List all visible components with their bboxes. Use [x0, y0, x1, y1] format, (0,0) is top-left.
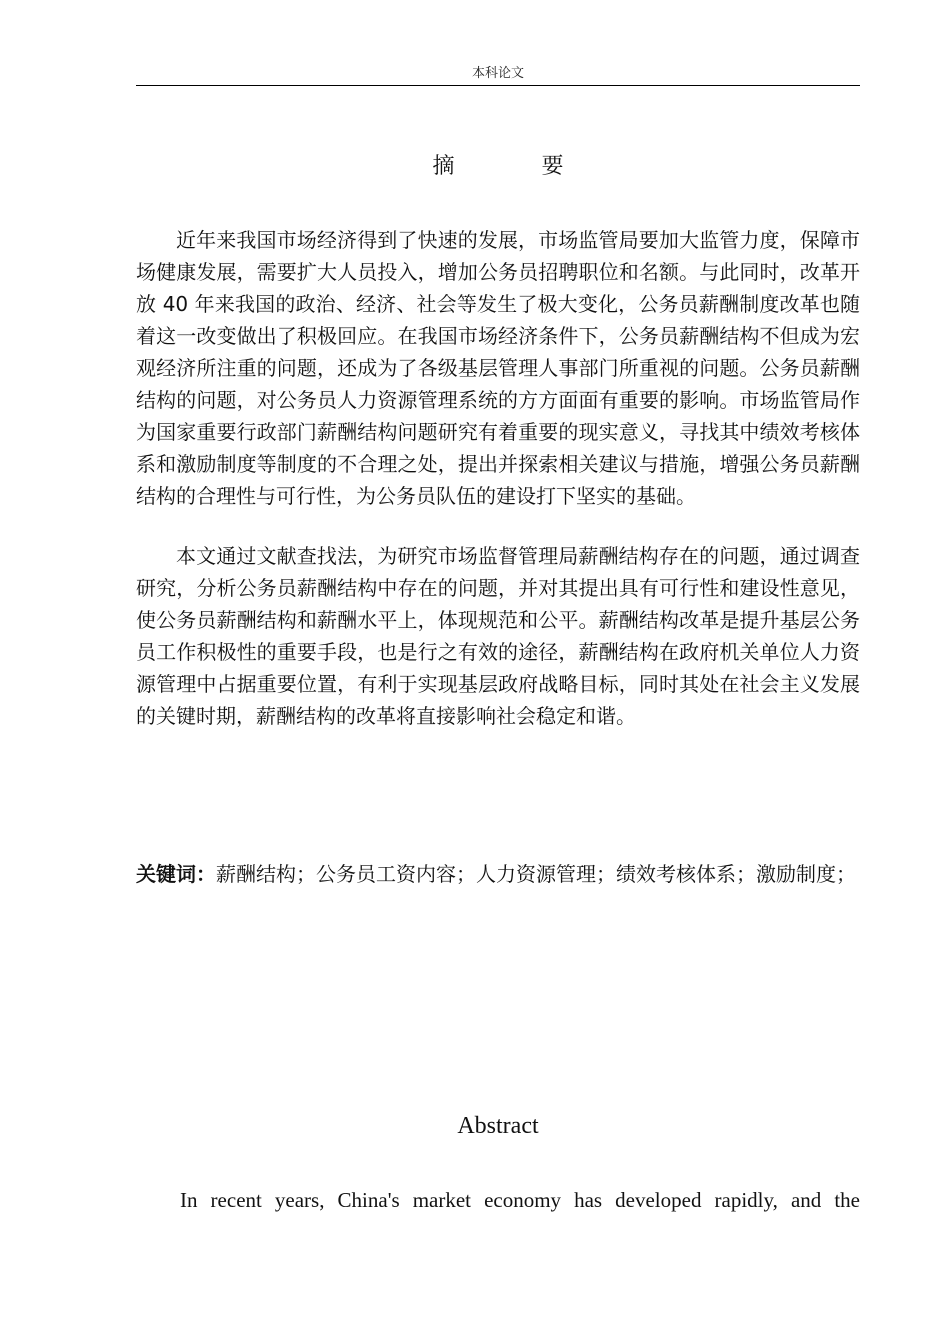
keywords-line — [136, 858, 860, 890]
abstract-en-first-line: In recent years, China's market economy has developed rapidly, and the — [180, 1188, 860, 1212]
running-header: 本科论文 — [471, 66, 524, 81]
keywords-value: 薪酬结构；公务员工资内容；人力资源管理；绩效考核体系；激励制度； — [216, 862, 856, 886]
keywords-label: 关键词： — [136, 862, 216, 886]
abstract-paragraph-2 — [136, 540, 860, 732]
paragraph-text: 近年来我国市场经济得到了快速的发展，市场监管局要加大监管力度，保障市场健康发展，需要扩大人员投入，增加公务员招聘职位和名额。与此同时，改革开放 40 年来我国的政治、经济、社会等发生了极大变化，公务员薪酬制度改革也随着这一改变做出了积极回应。在我国市场经济条件下，公务员薪酬结构不但成为宏观经济所注重的问题，还成为了各级基层管理人事部门所重视的问题。公务员薪酬结构的问题，对公务员人力资源管理系统的方方面面有重要的影响。市场监管局作为国家重要行政部门薪酬结构问题研究有着重要的现实意义，寻找其中绩效考核体系和激励制度等制度的不合理之处，提出并探索相关建议与措施，增强公务员薪酬结构的合理性与可行性，为公务员队伍的建设打下坚实的基础。 — [136, 228, 860, 508]
abstract-title-en: Abstract — [457, 1113, 539, 1139]
abstract-title-cn: 摘 要 — [432, 154, 604, 179]
header-rule — [136, 85, 860, 86]
abstract-paragraph-1 — [136, 224, 860, 512]
paragraph-text: 本文通过文献查找法，为研究市场监督管理局薪酬结构存在的问题，通过调查研究，分析公务员薪酬结构中存在的问题，并对其提出具有可行性和建设性意见，使公务员薪酬结构和薪酬水平上，体现规范和公平。薪酬结构改革是提升基层公务员工作积极性的重要手段，也是行之有效的途径，薪酬结构在政府机关单位人力资源管理中占据重要位置，有利于实现基层政府战略目标，同时其处在社会主义发展的关键时期，薪酬结构的改革将直接影响社会稳定和谐。 — [136, 544, 860, 728]
